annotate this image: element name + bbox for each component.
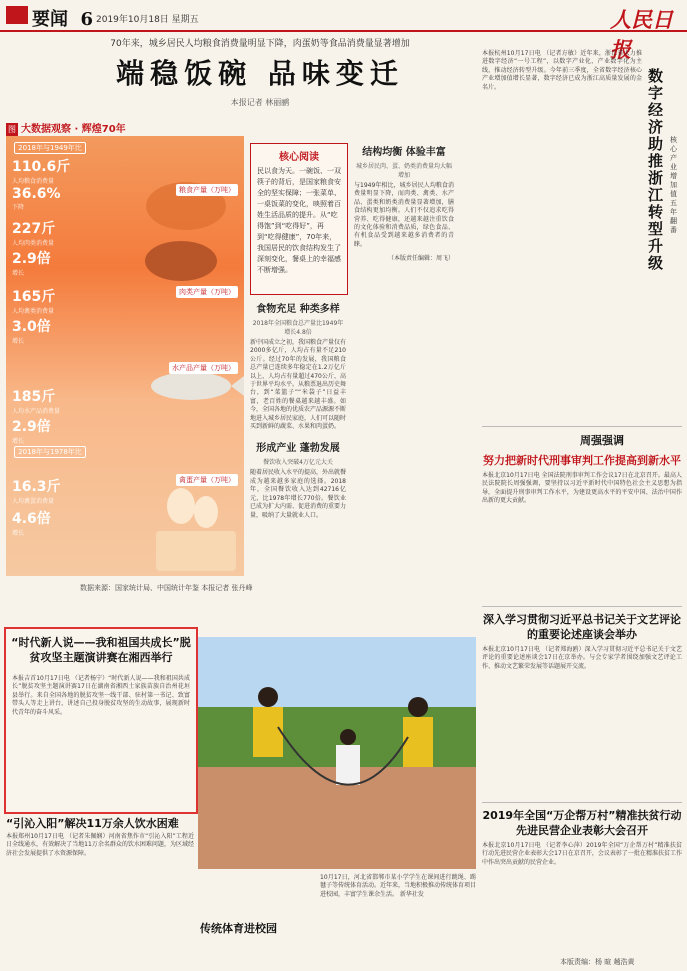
vertical-headline[interactable]: 数字经济助推浙江转型升级 — [648, 67, 664, 272]
section-lead: 城乡居民肉、蛋、奶类消费量均大幅增加 — [355, 163, 452, 179]
student-uniform — [403, 717, 433, 767]
section-marker — [6, 6, 28, 24]
stat-item: 185斤 人均水产品消费量 — [12, 389, 61, 415]
feature-box[interactable] — [4, 627, 198, 814]
section-label: 周强强调 — [580, 434, 624, 447]
stat-item: 36.6% 下降 — [12, 186, 61, 211]
divider — [482, 426, 682, 427]
feature-headline[interactable]: “时代新人说——我和祖国共成长”脱贫攻坚主题演讲赛在湘西举行 — [11, 636, 191, 664]
editor-credit: 本版责编：杨 暄 趟浩黄 — [560, 958, 635, 966]
stat-item: 227斤 人均肉类消费量 — [12, 221, 56, 247]
article-column-1 — [250, 300, 346, 520]
stat-item: 2.9倍 增长 — [12, 419, 51, 445]
story-body: 本报郑州10月17日电 （记者朱佩娴）河南省焦作市“引沁入阳”工程近日全线通水，有效解决了当地11万余名群众的饮水困难问题，为区域经济社会发展提供了水资源保障。 — [6, 833, 194, 857]
stat-item: 2.9倍 增长 — [12, 251, 51, 277]
category-label: 粮食产量（万吨） — [176, 184, 238, 196]
main-headline: 端稳饭碗 品味变迁 — [116, 57, 404, 90]
student-uniform — [336, 745, 360, 785]
divider — [482, 802, 682, 803]
category-label: 水产品产量（万吨） — [169, 362, 238, 374]
student-head — [408, 697, 428, 717]
story-body: 本报北京10月17日电 全国法院刑事审判工作会议17日在北京召开。最高人民法院院长周强强调，要坚持以习近平新时代中国特色社会主义思想为指导，全面提升刑事审判工作水平，为建设更高水平的平安中国、法治中国作出新的更大贡献。 — [482, 472, 682, 505]
section-body: 随着居民收入水平的提高，外出就餐成为越来越多家庭的选择。2018年，全国餐饮收入达到42716亿元，比1978年增长770倍。餐饮业已成为扩大内需、促进消费的重要力量，吸纳了大量就业人口。 — [250, 469, 347, 519]
section-lead: 餐饮收入突破4万亿元大关 — [263, 459, 333, 467]
stat-item: 16.3斤 人均禽蛋消费量 — [12, 479, 61, 505]
story-headline[interactable]: “引沁入阳”解决11万余人饮水困难 — [6, 817, 179, 830]
category-label: 禽蛋产量（万吨） — [176, 474, 238, 486]
stat-item: 110.6斤 人均粮食消费量 — [12, 159, 71, 185]
section-subhead: 食物充足 种类多样 — [256, 304, 340, 315]
student-uniform — [253, 707, 283, 757]
photo-sky — [198, 637, 476, 707]
core-reading-box — [250, 143, 348, 295]
photo-headline: 传统体育进校园 — [200, 922, 277, 935]
main-kicker: 70年来，城乡居民人均粮食消费量明显下降，肉蛋奶等食品消费量显著增加 — [110, 39, 410, 49]
egg-icon — [194, 496, 218, 528]
egg-tray-icon — [156, 531, 236, 571]
student-head — [258, 687, 278, 707]
fish-tail-icon — [231, 376, 244, 396]
year-badge: 2018年与1949年比 — [14, 142, 86, 154]
photo-illustration — [198, 637, 476, 869]
story-headline[interactable]: 深入学习贯彻习近平总书记关于文艺评论的重要论述座谈会举办 — [483, 613, 681, 641]
article-column-2 — [354, 143, 454, 264]
section-body: 新中国成立之初，我国粮食产量仅有2000多亿斤，人均占有量不足210公斤。经过70年的发展，我国粮食总产量已连续多年稳定在1.2万亿斤以上，人均占有量超过470公斤，高于世界平均水平。从粮票退出历史舞台，到“菜篮子”“米袋子”日益丰富，老百姓的餐桌越来越丰盛。如今，全国各地的优质农产品源源不断地进入城乡居民家庭，人们可以随时买到新鲜的蔬菜、水果和肉蛋奶。 — [250, 339, 347, 431]
core-reading-text: 民以食为天。一碗饭、一双筷子的背后，是国家粮食安全的坚实保障；一张菜单、一桌饭菜的变化，映照着百姓生活品质的提升。从“吃得饱”到“吃得好”，再到“吃得健康”，70年来，我国居民的饮食结构发生了深刻变化，餐桌上的幸福感不断增强。 — [257, 167, 341, 274]
year-badge: 2018年与1978年比 — [14, 446, 86, 458]
infographic-credit: 数据来源：国家统计局、中国统计年鉴 本报记者 张丹峰 — [80, 584, 253, 592]
stat-item: 3.0倍 增长 — [12, 319, 51, 345]
issue-date: 2019年10月18日 星期五 — [96, 15, 199, 25]
main-byline: 本报记者 林丽鹂 — [230, 98, 290, 107]
infographic-banner — [6, 117, 236, 135]
newspaper-logo: 人民日报 — [610, 7, 673, 62]
category-label: 肉类产量（万吨） — [176, 286, 238, 298]
photo-caption: 10月17日，河北省邯郸市某小学学生在课间进行跳绳、踢毽子等传统体育活动。近年来，当地积极推动传统体育项目进校园，丰富学生课余生活。 新华社发 — [320, 874, 477, 898]
story-headline[interactable]: 努力把新时代刑事审判工作提高到新水平 — [483, 454, 681, 467]
vertical-headline-box[interactable] — [642, 44, 684, 404]
section-lead: 2018年全国粮食总产量比1949年增长4.8倍 — [252, 320, 344, 336]
core-reading-title: 核心阅读 — [279, 152, 319, 163]
stat-item: 165斤 人均禽类消费量 — [12, 289, 56, 315]
section-body: 与1949年相比，城乡居民人均粮食消费量明显下降，而肉类、禽类、水产品、蛋类和奶类消费量显著增加，膳食结构更加均衡。人们不仅追求吃得营养、吃得健康，还越来越注重饮食的文化体验和消费品质，绿色食品、有机食品受到越来越多消费者的青睐。 — [354, 182, 454, 248]
section-credit: （本版责任编辑：周飞） — [387, 255, 454, 263]
egg-icon — [167, 488, 195, 524]
vertical-subhead: 核心产业增加值五年翻番 — [670, 136, 677, 234]
news-photo — [198, 637, 476, 869]
story-headline[interactable]: 2019年全国“万企帮万村”精准扶贫行动先进民营企业表彰大会召开 — [482, 809, 682, 837]
section-subhead: 结构均衡 体验丰富 — [362, 147, 446, 158]
banner-tag: 图 — [8, 125, 16, 134]
divider — [482, 606, 682, 607]
infographic — [6, 136, 244, 576]
section-subhead: 形成产业 蓬勃发展 — [256, 443, 340, 455]
meat-icon — [145, 241, 217, 281]
story-body: 本报北京10月17日电 （记者李心萍）2019年全国“万企帮万村”精准扶贫行动先进民营企业表彰大会17日在京召开，会议表彰了一批在精准扶贫工作中作出突出贡献的民营企业。 — [482, 842, 682, 866]
feature-body: 本报吉首10月17日电 （记者杨宁）“时代新人说——我和祖国共成长”脱贫攻坚主题演讲赛17日在湖南省湘西土家族苗族自治州花垣县举行。来自全国各地的脱贫攻坚一线干部、驻村第一书记、致富带头人等走上讲台，讲述自己投身脱贫攻坚的生动故事，展现新时代青年的奋斗风采。 — [12, 675, 190, 716]
student-head — [340, 729, 356, 745]
section-title: 要闻 6 — [32, 9, 94, 30]
fish-icon — [151, 372, 231, 400]
story-body: 本报北京10月17日电 （记者郑海鸥）深入学习贯彻习近平总书记关于文艺评论的重要论述座谈会17日在京举办。与会专家学者围绕加强文艺评论工作、推动文艺繁荣发展等话题展开交流。 — [482, 646, 682, 670]
right-story-body: 本报杭州10月17日电 （记者方敏）近年来，浙江省大力推进数字经济“一号工程”，以数字产业化、产业数字化为主线，推动经济转型升级。今年前三季度，全省数字经济核心产业增加值增长显著，数字经济已成为浙江高质量发展的金名片。 — [482, 50, 642, 91]
stat-item: 4.6倍 增长 — [12, 511, 51, 537]
banner-title: 大数据观察 · 辉煌70年 — [21, 124, 126, 135]
